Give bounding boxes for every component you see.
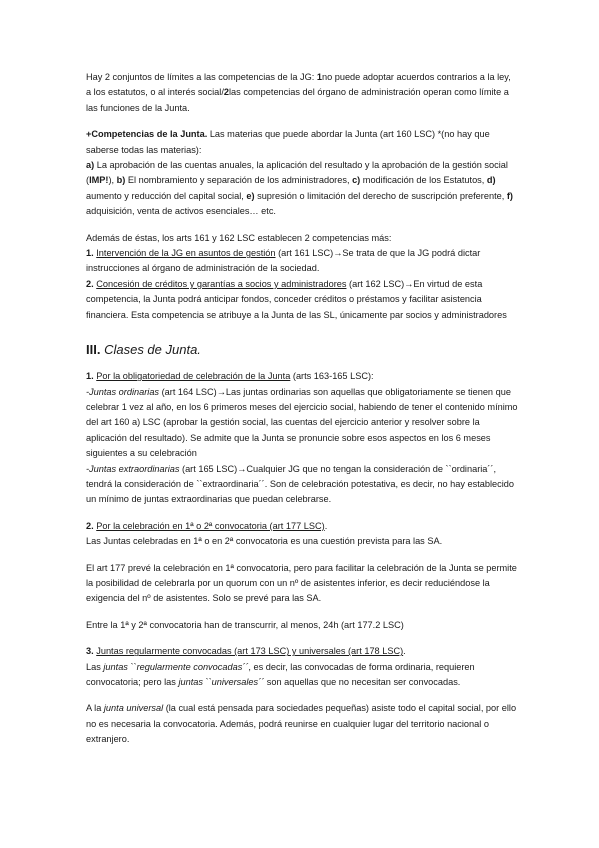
text: (art 162 LSC)→En virtud de esta competencia, la Junta podrá anticipar fondos, conceder créditos o préstamos y facilitar asistencia financiera. Esta competencia se atribuye a la Junta de las SL, únicamente par socios y administradores	[86, 278, 507, 320]
imp-note: IMP!	[89, 175, 109, 186]
text: A la	[86, 703, 104, 714]
item-marker: a)	[86, 160, 95, 171]
heading-competencias: +Competencias de la Junta.	[86, 129, 208, 140]
text: Las	[86, 661, 104, 672]
paragraph-regularmente-universales	[86, 644, 518, 690]
text: supresión o limitación del derecho de suscripción preferente,	[254, 190, 507, 201]
item-marker: e)	[246, 190, 255, 201]
paragraph-limits	[86, 70, 518, 116]
text: (art 164 LSC)→Las juntas ordinarias son aquellas que obligatoriamente se tienen que celebrar 1 vez al año, en los 6 primeros meses del ejercicio social, habiendo de tener el contenido mínimo del art 160 a) LSC (aprobar la gestión social, las cuentas del ejercicio anterior y resolver sobre la aplicación del resultado). Se admite que la Junta se pronuncie sobre esos aspectos en los 6 meses siguientes a su celebración	[86, 386, 518, 459]
underlined-heading: Intervención de la JG en asuntos de gestión	[96, 248, 276, 259]
section-heading	[86, 341, 518, 359]
paragraph-junta-universal	[86, 701, 518, 747]
text: La aprobación de las cuentas anuales, la aplicación del resultado y la aprobación de la gestión social (	[86, 160, 508, 186]
italic-label: -Juntas ordinarias	[86, 386, 160, 397]
italic-label: -Juntas extraordinarias	[86, 463, 180, 474]
underlined-heading: Por la celebración en 1ª o 2ª convocatoria (art 177 LSC)	[96, 520, 325, 531]
item-marker: b)	[116, 175, 126, 186]
text: no puede adoptar acuerdos contrarios a la ley, a los estatutos, o al interés social/	[86, 72, 511, 98]
text: aumento y reducción del capital social,	[86, 190, 247, 201]
paragraph-art-177: El art 177 prevé la celebración en 1ª convocatoria, pero para facilitar la celebración de la Junta se permite la posibilidad de celebrarla por un quorum con un nº de asistentes inferior, es decir reduciéndose la exigencia del nº de asistentes. Solo se prevé para las SA.	[86, 562, 517, 604]
text: (la cual está pensada para sociedades pequeñas) asiste todo el capital social, por ello no es necesaria la convocatoria. Además, podrá reunirse en cualquier lugar del territorio nacional o extranjero.	[86, 703, 517, 745]
paragraph-competencias: +Competencias de la Junta. Las materias que puede abordar la Junta (art 160 LSC) *(no hay que saberse todas las materias): a) La aprobación de las cuentas anuales, la aplicación del resultado y la aprobación de la gestión social (IMP!), b) El nombramiento y separación de los administradores, c) modificación de los Estatutos, d) aumento y reducción del capital social, e) supresión o limitación del derecho de suscripción preferente, f) adquisición, venta de activos esenciales… etc.	[86, 129, 513, 217]
paragraph-arts-161-162	[86, 231, 518, 323]
text: .	[324, 520, 328, 531]
underlined-heading: Concesión de créditos y garantías a socios y administradores	[96, 278, 347, 289]
text: las competencias del órgano de administración operan como límite a las funciones de la Junta.	[86, 87, 509, 113]
text: Las materias que puede abordar la Junta (art 160 LSC) *(no hay que saberse todas las materias):	[86, 129, 490, 155]
italic-term: juntas ``universales´´	[178, 677, 265, 687]
item-number: 1.	[86, 248, 94, 259]
text: modificación de los Estatutos,	[360, 175, 487, 186]
text: Hay 2 conjuntos de límites a las competencias de la JG:	[86, 72, 317, 82]
bold-number: 1	[316, 72, 322, 82]
text: (art 165 LSC)→Cualquier JG que no tengan la consideración de ``ordinaria´´, tendrá la consideración de ``extraordinaria´´. Son de celebración potestativa, es decir, no hay establecido un mínimo de juntas extraordinarias que puedan celebrarse.	[86, 463, 514, 505]
section-title: Clases de Junta.	[104, 342, 201, 358]
text: (arts 163-165 LSC):	[290, 371, 374, 382]
text: Las Juntas celebradas en 1ª o en 2ª convocatoria es una cuestión prevista para las SA.	[86, 536, 443, 547]
item-number: 1.	[86, 371, 94, 382]
paragraph-entre-convocatorias: Entre la 1ª y 2ª convocatoria han de transcurrir, al menos, 24h (art 177.2 LSC)	[86, 619, 404, 630]
text: El nombramiento y separación de los administradores,	[125, 175, 353, 186]
item-marker: d)	[486, 175, 496, 186]
underlined-heading: Por la obligatoriedad de celebración de la Junta	[96, 371, 291, 382]
section-number: III.	[86, 342, 101, 358]
item-number: 2.	[86, 520, 94, 531]
text: , es decir, las convocadas de forma ordinaria, requieren convocatoria; pero las	[86, 661, 475, 687]
paragraph-convocatoria	[86, 519, 518, 550]
item-marker: c)	[352, 175, 361, 186]
text: Además de éstas, los arts 161 y 162 LSC establecen 2 competencias más:	[86, 232, 392, 243]
document-page	[86, 70, 518, 759]
italic-term: junta universal	[103, 703, 164, 714]
item-number: 3.	[86, 646, 94, 657]
text: adquisición, venta de activos esenciales… etc.	[86, 206, 276, 217]
bold-number: 2	[223, 87, 230, 98]
text: (art 161 LSC)→Se trata de que la JG podrá dictar instrucciones al órgano de administración de la sociedad.	[86, 248, 481, 274]
item-number: 2.	[86, 278, 94, 289]
text: son aquellas que no necesitan ser convocadas.	[264, 677, 461, 687]
paragraph-obligatoriedad	[86, 369, 518, 508]
text: .	[403, 646, 406, 657]
underlined-heading: Juntas regularmente convocadas (art 173 LSC) y universales (art 178 LSC)	[96, 646, 404, 657]
italic-term: juntas ``regularmente convocadas´´	[103, 661, 249, 672]
item-marker: f)	[506, 190, 513, 201]
